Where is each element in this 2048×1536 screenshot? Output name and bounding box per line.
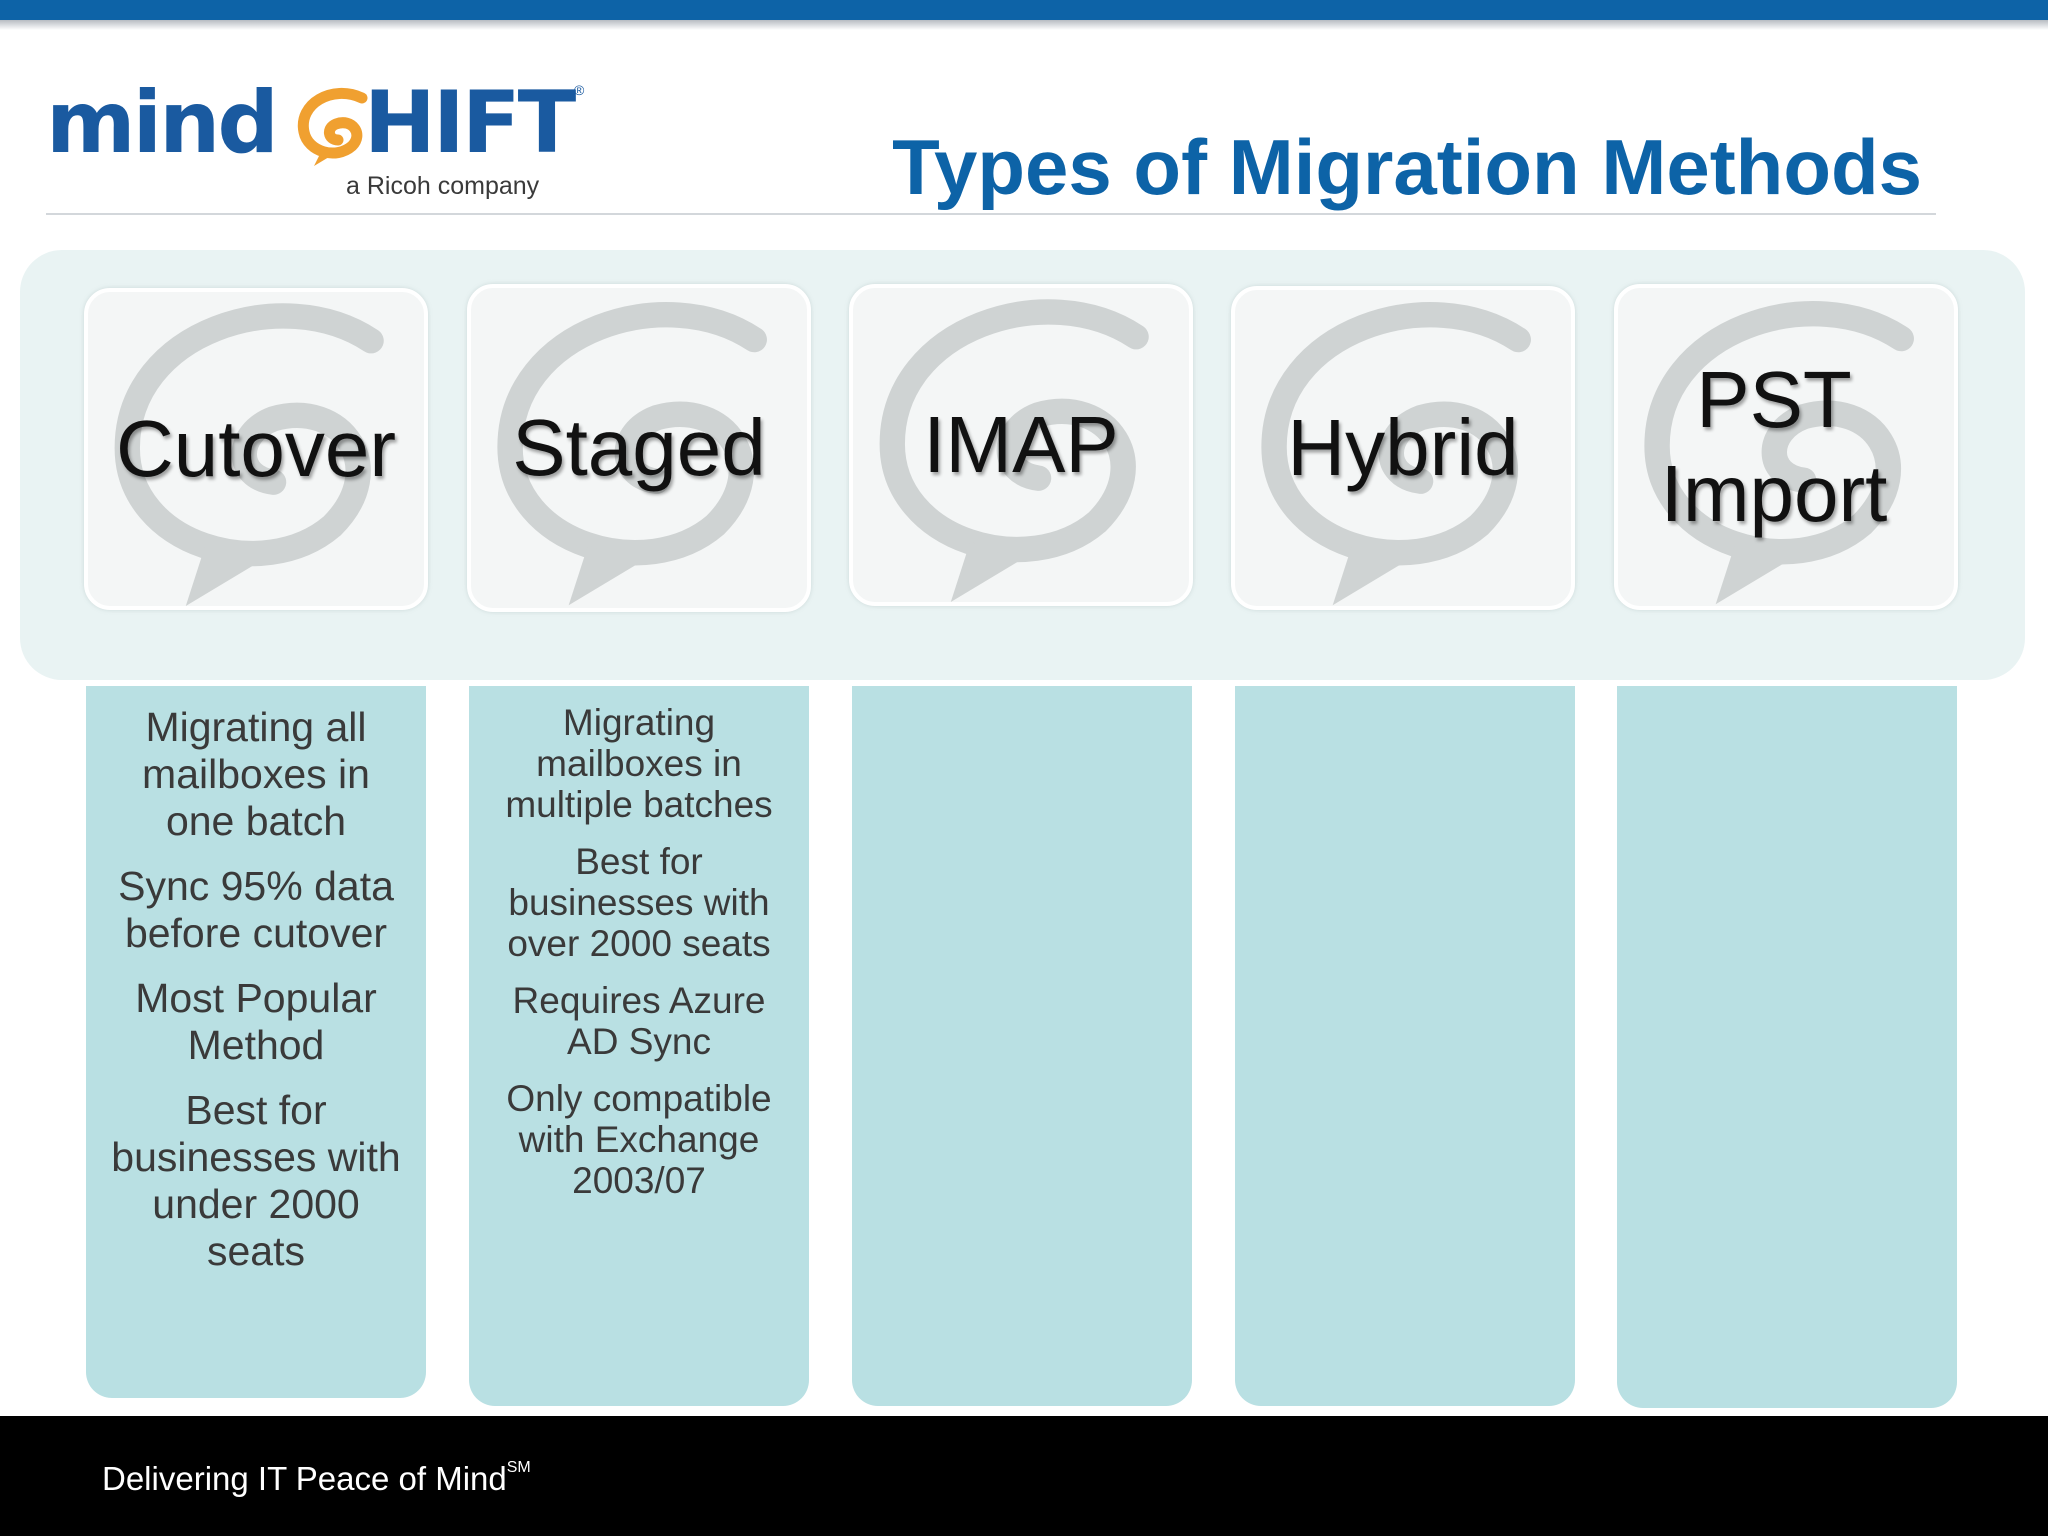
company-logo (46, 73, 606, 210)
logo-tagline: a Ricoh company (346, 172, 540, 200)
footer-tagline-text: Delivering IT Peace of Mind (102, 1460, 507, 1497)
imap-details (852, 686, 1192, 1406)
hybrid-details (1235, 686, 1575, 1406)
detail-item: Only compatible with Exchange 2003/07 (506, 1078, 772, 1201)
title-divider (46, 213, 1936, 215)
detail-item: Sync 95% data before cutover (118, 863, 394, 956)
method-label: PST Import (1660, 355, 1888, 538)
pst-import-details (1617, 686, 1957, 1408)
slide-title: Types of Migration Methods (892, 123, 1922, 211)
method-tile-pst-import (1614, 284, 1958, 610)
top-accent-bar (0, 0, 2048, 20)
method-tile-imap (849, 284, 1193, 606)
detail-item: Most Popular Method (135, 975, 377, 1068)
top-bar-shadow (0, 20, 2048, 30)
method-tile-cutover (84, 288, 428, 610)
detail-item: Requires Azure AD Sync (512, 980, 766, 1062)
detail-item: Best for businesses with over 2000 seats (507, 841, 771, 964)
staged-details (469, 686, 809, 1406)
logo-wordmark: mind HIFT (46, 73, 574, 173)
method-label: IMAP (923, 400, 1119, 489)
footer-tagline (102, 1459, 531, 1498)
logo-registered-mark: ® (574, 82, 585, 98)
detail-item: Migrating mailboxes in multiple batches (505, 702, 773, 825)
method-label: Hybrid (1287, 403, 1519, 492)
method-label: Cutover (115, 404, 397, 493)
method-label: Staged (512, 403, 766, 492)
logo-swirl-icon (292, 84, 382, 168)
method-tile-staged (467, 284, 811, 612)
detail-item: Best for businesses with under 2000 seats (111, 1087, 401, 1274)
footer-bar (0, 1416, 2048, 1536)
service-mark: SM (506, 1459, 531, 1476)
detail-item: Migrating all mailboxes in one batch (142, 704, 370, 844)
cutover-details (86, 686, 426, 1398)
method-tile-hybrid (1231, 286, 1575, 610)
